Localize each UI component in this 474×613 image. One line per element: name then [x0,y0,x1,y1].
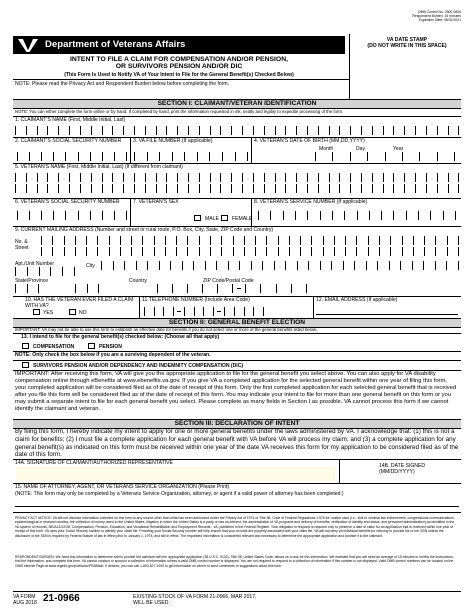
veteran-dob-label: 4. VETERAN'S DATE OF BIRTH (MM,DD,YYYY) [254,138,365,144]
omb-info [343,10,461,22]
dob-day-label: Day [356,146,366,152]
filed-no-checkbox[interactable] [69,309,76,315]
date-stamp-subtitle: (DO NOT WRITE IN THIS SPACE) [367,43,447,49]
veteran-service-number-label: 8. VETERAN'S SERVICE NUMBER (If applicable) [254,199,368,205]
section-2-instructions: IMPORTANT: After receiving this form, VA will give you the appropriate application to file for the general benefit you select above. You can also apply for VA disability compensation online through eBenefits at www.ebenefits.va.gov. If you give VA a completed application for the selected general benefit within one year of filing this form, your completed application will be considered filed as of the date of receipt of this form. Only the first completed application for each selected general benefit that is received after you file this form will be considered filed as of the date of receipt of this form. You may indicate your intent to file for more than one general benefit on this form or you may submit a separate intent to file for each general benefit you select. Please complete as many fields in Section I as possible. VA cannot process this form if we cannot identify the claimant and veteran. [15,371,457,412]
declaration-text: By filing this form, I hereby indicate my intent to apply for one or more general benefits under the laws administered by VA. I acknowledge that: (1) this is not a claim for benefits; (2) I must file a complete application for each general benefit with VA before VA will process my claim; and (3) a complete application for any general benefit(s) as indicated on this form must be received within one year of the date VA receives this form for my application to be considered filed as of the date of this form. [15,428,459,459]
veteran-name-input[interactable] [15,173,459,182]
omb-expiration: Expiration Date: 08/31/2021 [418,18,461,23]
privacy-note: NOTE: Please read the Privacy Act and Respondent Burden below before completing the form. [13,79,349,88]
phone-prefix-input[interactable] [184,307,214,316]
email-input[interactable] [316,305,458,315]
country-input[interactable] [75,284,99,293]
va-seal-icon [17,37,39,53]
filed-no-label: NO [79,310,87,316]
sex-male-label: MALE [205,216,219,222]
footer-supersede-1: EXISTING STOCK OF VA FORM 21-0966, MAR 2017, [133,594,257,600]
agency-banner [13,36,345,54]
form-subtitle: (This Form Is Used to Notify VA of Your Intent to File for the General Benefit(s) Checked Below) [64,72,294,78]
representative-name-input[interactable] [15,499,459,507]
footer-supersede-2: WILL BE USED. [133,600,170,606]
veteran-ssn-input[interactable] [17,211,127,220]
respondent-burden: RESPONDENT BURDEN: We need this information to determine and to provide the claimant with the appropriate application (38 U.S.C. 5102). Title 38, United States Code, allows us to ask for this information. We estimate that you will need an average of 15 minutes to review the instructions, find the information, and complete this form. VA cannot conduct or sponsor a collection of information unless a valid OMB control number is displayed. You are not required to respond to a collection of information if this number is not displayed. Valid OMB control numbers can be located on the OMB Internet Page at www.reginfo.gov/public/do/PRAMain. If desired, you can call 1-800-827-1000 to get information on where to send comments or suggestions about this form. [15,555,454,568]
survivors-pension-dic-checkbox[interactable] [22,362,29,368]
veteran-name-input-2[interactable] [15,184,459,193]
form-title-1: INTENT TO FILE A CLAIM FOR COMPENSATION AND/OR PENSION, [69,56,288,63]
veteran-dob-input[interactable] [315,152,455,161]
dob-month-label: Month [319,146,334,152]
sex-female-checkbox[interactable] [221,215,228,221]
footer-form-label: VA FORM [13,594,36,600]
filed-yes-label: YES [43,310,54,316]
date-stamp-title: VA DATE STAMP [386,37,428,43]
phone-area-input[interactable] [144,307,174,316]
pension-checkbox[interactable] [88,343,95,349]
zip-label: ZIP Code/Postal Code [203,278,254,284]
street-input[interactable] [41,236,459,245]
veteran-ssn-label: 6. VETERAN'S SOCIAL SECURITY NUMBER [15,199,120,205]
state-label: State/Province [15,278,49,284]
representative-name-label: 15. NAME OF ATTORNEY, AGENT, OR VETERANS SERVICE ORGANIZATION (Please Print) [15,484,230,490]
va-file-number-label: 3. VA FILE NUMBER (If applicable) [133,138,213,144]
sex-male-checkbox[interactable] [194,215,201,221]
veteran-name-label: 5. VETERAN'S NAME (First, Middle Initial, Last) (If different from claimant) [15,164,183,170]
date-signed-label: 14B. DATE SIGNED (MM/DD/YYYY) [379,463,426,475]
zip-ext-input[interactable] [245,284,307,293]
signature-label: 14A. SIGNATURE OF CLAIMANT/AUTHORIZED REPRESENTATIVE [15,460,173,466]
compensation-label: COMPENSATION [33,344,75,350]
apt-label: Apt./Unit Number [15,261,55,267]
claimant-name-label: 1. CLAIMANT'S NAME (First, Middle Initial, Last) [15,117,126,123]
claimant-name-input[interactable] [15,126,459,135]
section-2-important: IMPORTANT: VA may not be able to use this form to establish an effective date for benefits if you do not select one or more of the general benefits listed below. [15,327,318,332]
privacy-act-notice: PRIVACY ACT NOTICE: VA will not disclose information collected on this form to any source other than what has been authorized under the Privacy Act of 1974 or Title 38, Code of Federal Regulations 1.576 for routine uses (i.e., civil or criminal law enforcement, congressional communications, epidemiological or research studies, the collection of money owed to the United States, litigation in which the United States is a party or has an interest, the administration of VA programs and delivery of benefits, verification of identity and status, and personnel administration) as identified in the VA system of records, 58VA21/22/28, Compensation, Pension, Education, and Vocational Rehabilitation and Employment Records - VA, published in the Federal Register. Your obligation to respond is required only to preserve a date of claim for an application that is received within one year of receipt of this form. VA uses your Social Security number to identify your claim file. Providing your Social Security number will help ensure that your records are properly associated with your claim file. VA will not deny an individual benefits for refusing to provide his or her SSN unless the disclosure of the SSN is required by Federal Statute of law in effect prior to January 1, 1975, and still in effect. The requested information is considered relevant and necessary to determine the appropriate application and provide it to the claimant. [15,516,455,538]
representative-note: (NOTE: This form may only be completed by a Veterans Service Organization, attorney, or agent if a valid power of attorney has been completed.) [15,491,344,497]
compensation-checkbox[interactable] [22,343,29,349]
apt-input[interactable] [15,267,75,276]
phone-line-input[interactable] [224,307,264,316]
country-label: Country [129,278,147,284]
section-3-title: SECTION III: DECLARATION OF INTENT [13,419,461,429]
va-form-21-0966 [13,10,461,608]
signature-field[interactable] [15,467,335,481]
state-input[interactable] [15,284,39,293]
footer-form-number: 21-0966 [43,593,80,604]
survivor-note: NOTE: Only check the box below if you are a surviving dependent of the veteran. [15,352,211,358]
section-2-title: SECTION II: GENERAL BENEFIT ELECTION [13,318,461,328]
dob-year-label: Year [393,146,404,152]
veteran-sex-label: 7. VETERAN'S SEX [133,199,179,205]
email-label: 12. EMAIL ADDRESS (If applicable) [316,297,398,303]
benefit-election-label: 13. I intend to file for the general benefit(s) checked below: (Choose all that apply) [21,334,220,340]
city-label: City [86,263,95,269]
claimant-ssn-input[interactable] [17,152,127,161]
date-signed-input[interactable] [343,471,457,481]
pension-label: PENSION [99,344,122,350]
form-title-2: OR SURVIVORS PENSION AND/OR DIC [115,63,243,70]
street-label: No. & Street [15,239,29,251]
street-input-2[interactable] [41,247,459,256]
zip-input[interactable] [157,284,233,293]
filed-before-label: 10. HAS THE VETERAN EVER FILED A CLAIM WITH VA? [25,297,134,309]
omb-control: OMB Control No. 2900-0826 [418,10,461,14]
footer-form-date: AUG 2018 [13,600,37,606]
sex-female-label: FEMALE [232,216,253,222]
city-input[interactable] [101,261,459,270]
section-1-note: NOTE: You can either complete the form online or by hand. If completed by hand, print the information requested in ink, neatly and legibly to expedite processing of the form. [15,109,344,114]
survivors-pension-dic-label: SURVIVORS PENSION AND/OR DEPENDENCY AND INDEMNITY COMPENSATION (DIC) [33,363,244,369]
mailing-address-label: 9. CURRENT MAILING ADDRESS (Number and street or rural route, P.O. Box, City, State, ZIP Code and Country) [15,227,274,233]
agency-name: Department of Veterans Affairs [45,39,186,50]
date-stamp-box [349,34,461,99]
veteran-service-number-input[interactable] [258,211,456,220]
omb-burden: Respondent Burden: 15 minutes [412,14,461,19]
section-1-title: SECTION I: CLAIMANT/VETERAN IDENTIFICATION [13,99,461,109]
filed-yes-checkbox[interactable] [33,309,40,315]
va-file-number-input[interactable] [134,152,248,161]
claimant-ssn-label: 2. CLAIMANT'S SOCIAL SECURITY NUMBER [15,138,122,144]
telephone-label: 11.TELEPHONE NUMBER (Include Area Code) [142,297,250,303]
